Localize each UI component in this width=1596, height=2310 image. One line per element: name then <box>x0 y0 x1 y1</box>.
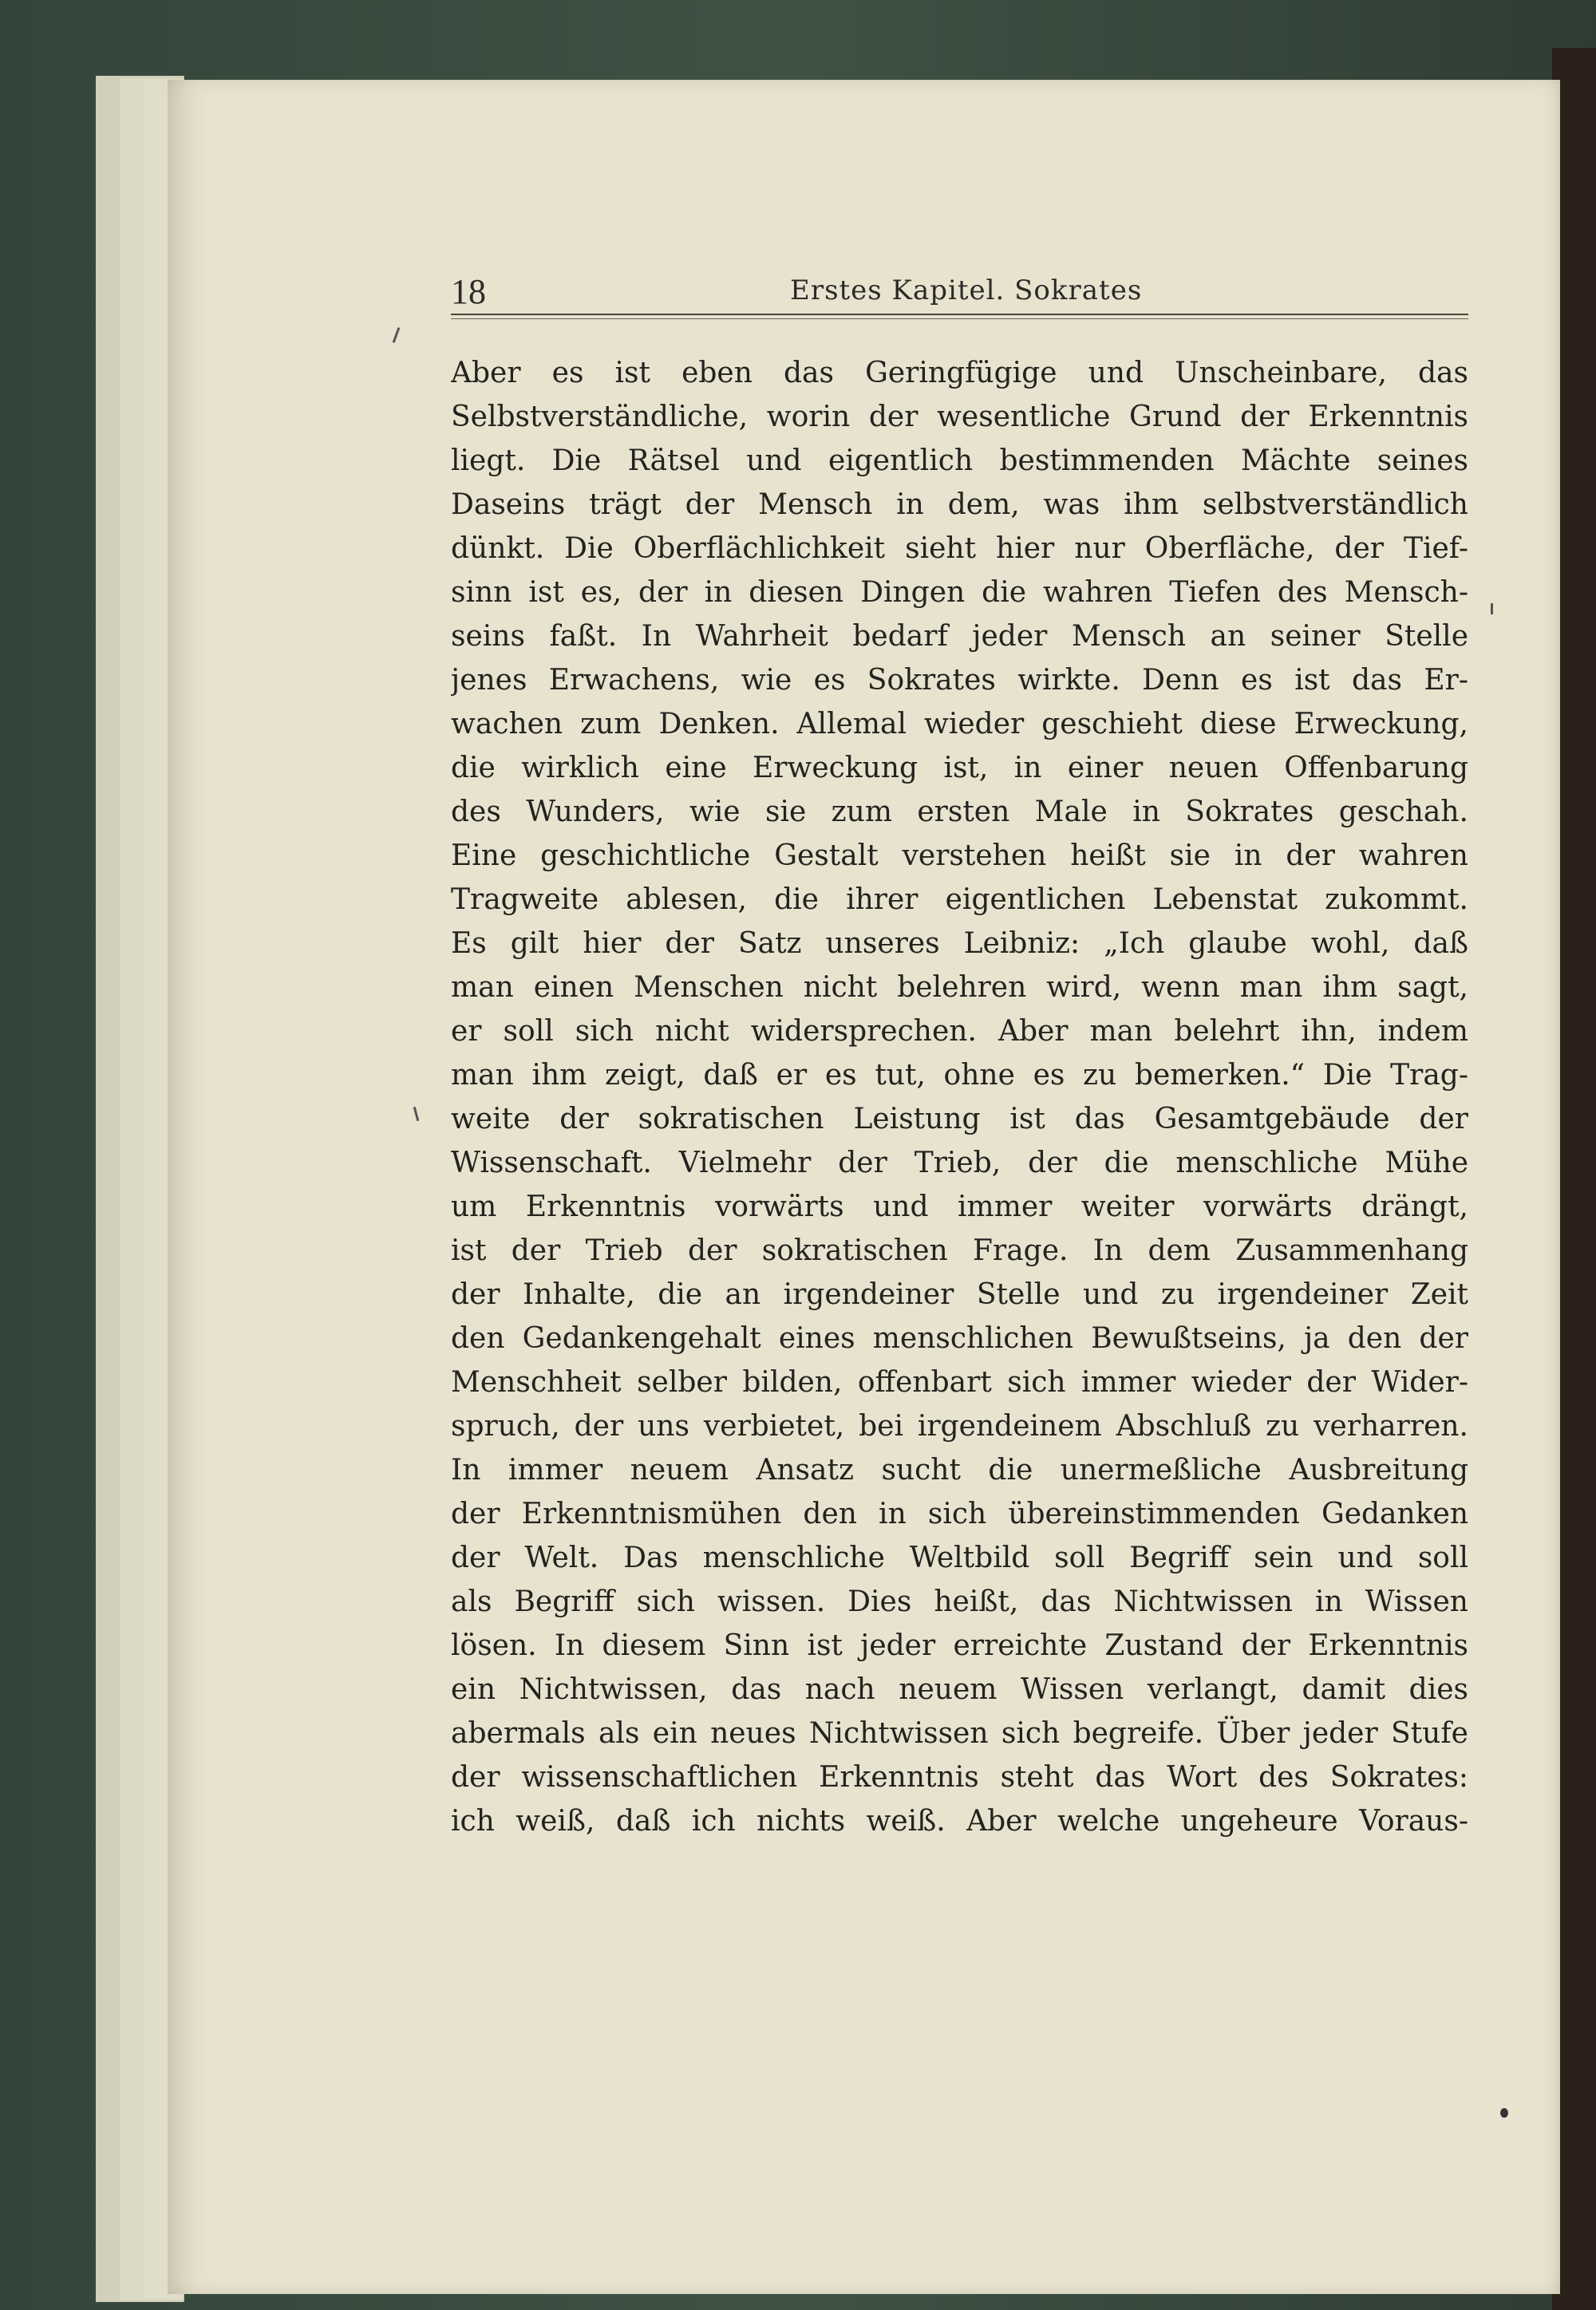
text-line: dünkt. Die Oberflächlichkeit sieht hier nur Oberfläche, der Tief- <box>451 532 1468 565</box>
text-line: abermals als ein neues Nichtwissen sich begreife. Über jeder Stufe <box>451 1717 1468 1750</box>
text-line: sinn ist es, der in diesen Dingen die wahren Tiefen des Mensch- <box>451 576 1468 609</box>
text-line: man ihm zeigt, daß er es tut, ohne es zu bemerken.“ Die Trag- <box>451 1059 1468 1092</box>
text-line: ist der Trieb der sokratischen Frage. In dem Zusammenhang <box>451 1234 1468 1267</box>
text-line: der Erkenntnismühen den in sich übereinstimmenden Gedanken <box>451 1498 1468 1530</box>
text-line: des Wunders, wie sie zum ersten Male in Sokrates geschah. <box>451 796 1468 828</box>
text-line: seins faßt. In Wahrheit bedarf jeder Mensch an seiner Stelle <box>451 620 1468 653</box>
page-number: 18 <box>451 272 486 311</box>
body-text <box>451 351 1468 1843</box>
text-line: spruch, der uns verbietet, bei irgendeinem Abschluß zu verharren. <box>451 1410 1468 1443</box>
pencil-mark <box>1491 603 1493 614</box>
text-line: den Gedankengehalt eines menschlichen Bewußtseins, ja den der <box>451 1322 1468 1355</box>
text-line: Menschheit selber bilden, offenbart sich immer wieder der Wider- <box>451 1366 1468 1399</box>
header-rule <box>451 318 1468 319</box>
text-line: liegt. Die Rätsel und eigentlich bestimmenden Mächte seines <box>451 444 1468 477</box>
text-line: ich weiß, daß ich nichts weiß. Aber welche ungeheure Voraus- <box>451 1805 1468 1838</box>
text-line: Eine geschichtliche Gestalt verstehen heißt sie in der wahren <box>451 839 1468 872</box>
text-line: man einen Menschen nicht belehren wird, wenn man ihm sagt, <box>451 971 1468 1004</box>
text-line: Selbstverständliche, worin der wesentliche Grund der Erkenntnis <box>451 401 1468 433</box>
text-line: Daseins trägt der Mensch in dem, was ihm selbstverständlich <box>451 488 1468 521</box>
page-header <box>451 271 1468 319</box>
text-line: In immer neuem Ansatz sucht die unermeßliche Ausbreitung <box>451 1454 1468 1487</box>
text-line: Tragweite ablesen, die ihrer eigentlichen Lebenstat zukommt. <box>451 883 1468 916</box>
text-line: der wissenschaftlichen Erkenntnis steht das Wort des Sokrates: <box>451 1761 1468 1794</box>
text-line: der Inhalte, die an irgendeiner Stelle und zu irgendeiner Zeit <box>451 1278 1468 1311</box>
text-line: als Begriff sich wissen. Dies heißt, das Nichtwissen in Wissen <box>451 1585 1468 1618</box>
running-head: Erstes Kapitel. Sokrates <box>790 274 1143 306</box>
text-line: weite der sokratischen Leistung ist das Gesamtgebäude der <box>451 1103 1468 1135</box>
text-line: die wirklich eine Erweckung ist, in einer neuen Offenbarung <box>451 752 1468 784</box>
text-line: lösen. In diesem Sinn ist jeder erreichte Zustand der Erkenntnis <box>451 1629 1468 1662</box>
text-line: Aber es ist eben das Geringfügige und Unscheinbare, das <box>451 357 1468 389</box>
ink-spot <box>1500 2108 1508 2118</box>
text-line: Wissenschaft. Vielmehr der Trieb, der die menschliche Mühe <box>451 1147 1468 1179</box>
text-line: Es gilt hier der Satz unseres Leibniz: „Ich glaube wohl, daß <box>451 927 1468 960</box>
header-rule <box>451 314 1468 315</box>
text-line: er soll sich nicht widersprechen. Aber man belehrt ihn, indem <box>451 1015 1468 1048</box>
text-line: jenes Erwachens, wie es Sokrates wirkte. Denn es ist das Er- <box>451 664 1468 697</box>
text-line: ein Nichtwissen, das nach neuem Wissen verlangt, damit dies <box>451 1673 1468 1706</box>
text-line: wachen zum Denken. Allemal wieder geschieht diese Erweckung, <box>451 708 1468 740</box>
text-line: der Welt. Das menschliche Weltbild soll Begriff sein und soll <box>451 1542 1468 1574</box>
text-line: um Erkenntnis vorwärts und immer weiter vorwärts drängt, <box>451 1191 1468 1223</box>
